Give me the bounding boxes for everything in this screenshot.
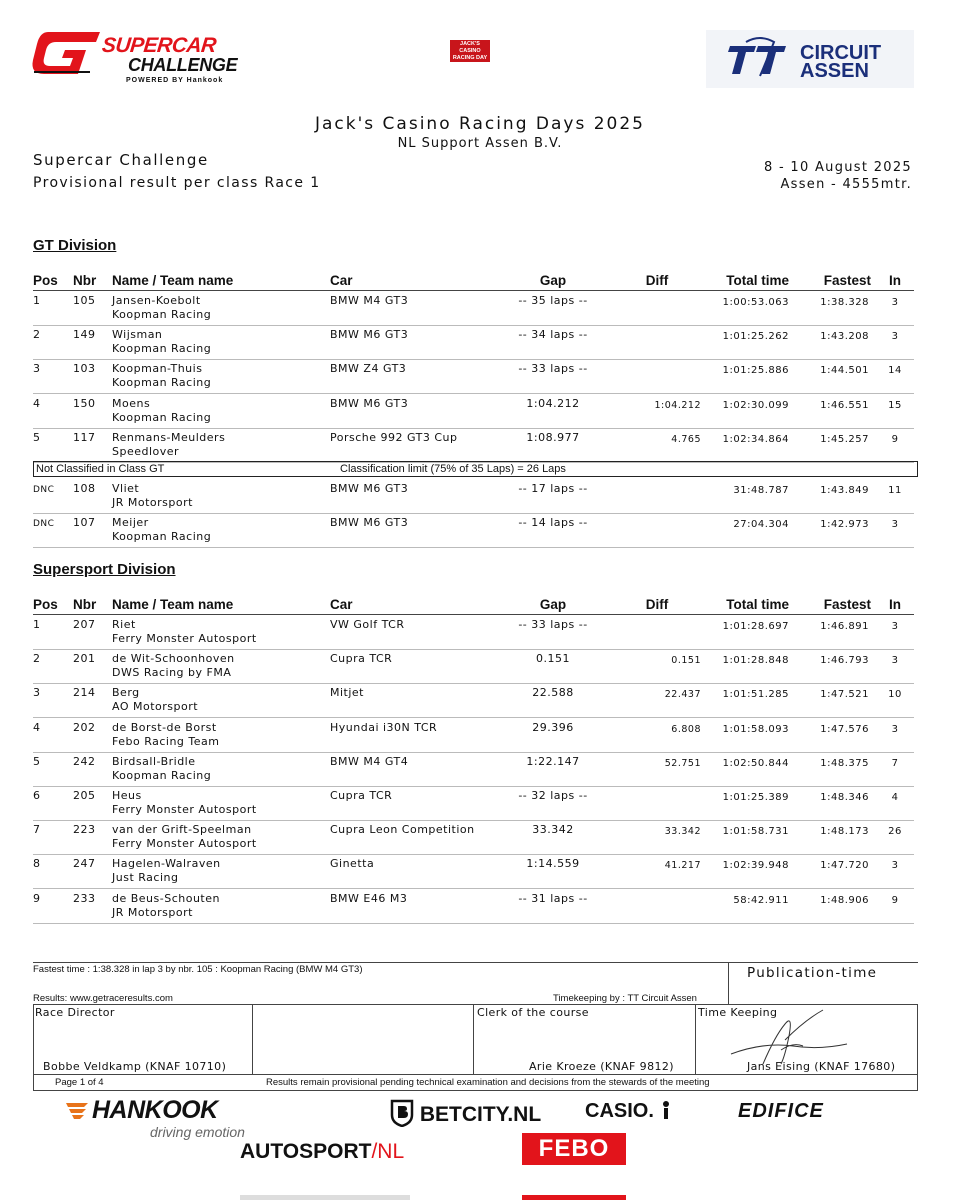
total-time-cell: 1:01:25.886 xyxy=(722,365,789,377)
nbr-cell: 247 xyxy=(73,857,96,871)
clerk-name: Arie Kroeze (KNAF 9812) xyxy=(529,1060,674,1073)
race-director-label: Race Director xyxy=(35,1006,115,1019)
event-title: Jack's Casino Racing Days 2025 xyxy=(315,114,645,134)
supersport-division-title: Supersport Division xyxy=(33,561,176,578)
signature-icon xyxy=(723,1006,853,1070)
gap-cell: 0.151 xyxy=(536,652,570,666)
diff-cell: 6.808 xyxy=(671,723,701,735)
powered-by-text: POWERED BY Hankook xyxy=(126,77,224,84)
total-time-cell: 1:01:25.262 xyxy=(722,331,789,343)
betcity-logo xyxy=(390,1099,541,1127)
timekeeping-by: Timekeeping by : TT Circuit Assen xyxy=(553,993,697,1004)
autosport-suffix: /NL xyxy=(371,1140,405,1163)
team-name-cell: Febo Racing Team xyxy=(112,734,220,748)
fastest-lap-cell: 1:46.551 xyxy=(820,399,869,411)
cut-off-sponsor-red xyxy=(522,1195,626,1200)
car-cell: BMW M6 GT3 xyxy=(330,396,409,410)
col-nbr: Nbr xyxy=(73,273,97,288)
diff-cell: 4.765 xyxy=(671,433,701,445)
table-row xyxy=(33,360,914,394)
col-fastest: Fastest xyxy=(823,597,871,612)
diff-cell: 22.437 xyxy=(664,689,701,701)
betcity-shield-icon xyxy=(390,1099,414,1127)
pos-cell: 4 xyxy=(33,720,41,734)
col-diff: Diff xyxy=(645,273,669,288)
racing-day-text: RACING DAY xyxy=(452,55,488,61)
gap-cell: 33.342 xyxy=(532,823,574,837)
gt-division-title: GT Division xyxy=(33,237,117,254)
team-name-cell: Koopman Racing xyxy=(112,768,212,782)
in-lap-cell: 14 xyxy=(888,365,902,377)
table-row xyxy=(33,753,914,787)
driver-name-cell: Berg xyxy=(112,686,140,700)
tt-mark-icon xyxy=(726,36,796,80)
fastest-lap-cell: 1:46.793 xyxy=(820,655,869,667)
team-name-cell: Koopman Racing xyxy=(112,308,212,321)
driver-name-cell: Koopman-Thuis xyxy=(112,362,203,376)
team-name-cell: Just Racing xyxy=(112,871,179,885)
col-gap: Gap xyxy=(539,597,567,612)
total-time-cell: 1:02:34.864 xyxy=(722,433,789,445)
in-lap-cell: 3 xyxy=(891,723,899,735)
car-cell: BMW Z4 GT3 xyxy=(330,362,407,376)
table-row xyxy=(33,684,914,718)
col-diff: Diff xyxy=(645,597,669,612)
table-row xyxy=(33,890,914,924)
table-row xyxy=(33,429,914,463)
results-url: Results: www.getraceresults.com xyxy=(33,993,173,1004)
driver-name-cell: Riet xyxy=(112,618,136,631)
team-name-cell: JR Motorsport xyxy=(112,905,193,919)
in-lap-cell: 9 xyxy=(891,894,899,906)
total-time-cell: 1:01:28.697 xyxy=(722,621,789,632)
driver-name-cell: de Wit-Schoonhoven xyxy=(112,652,235,666)
edifice-text: EDIFICE xyxy=(738,1100,824,1122)
fastest-lap-cell: 1:47.720 xyxy=(820,860,869,872)
nbr-cell: 149 xyxy=(73,328,96,342)
gap-cell: -- 32 laps -- xyxy=(518,789,588,802)
table-row xyxy=(33,395,914,429)
casio-logo xyxy=(585,1100,673,1123)
jacks-text: JACK'S xyxy=(460,41,480,47)
team-name-cell: Ferry Monster Autosport xyxy=(112,837,257,851)
pos-cell: 3 xyxy=(33,362,41,376)
pos-cell: 3 xyxy=(33,686,41,700)
team-name-cell: Koopman Racing xyxy=(112,530,212,544)
fastest-lap-cell: 1:44.501 xyxy=(820,365,869,377)
in-lap-cell: 26 xyxy=(888,826,902,838)
car-cell: Cupra TCR xyxy=(330,652,393,666)
gap-cell: -- 33 laps -- xyxy=(518,362,588,376)
jacks-casino-logo xyxy=(450,40,490,62)
table-row xyxy=(33,514,914,548)
gap-cell: -- 33 laps -- xyxy=(518,618,588,631)
assen-text: ASSEN xyxy=(800,60,869,82)
col-fastest: Fastest xyxy=(823,273,871,288)
fastest-lap-cell: 1:48.375 xyxy=(820,757,869,769)
diff-cell: 33.342 xyxy=(664,826,701,838)
in-lap-cell: 10 xyxy=(888,689,902,701)
car-cell: BMW M6 GT3 xyxy=(330,516,409,530)
table-row xyxy=(33,326,914,360)
col-name: Name / Team name xyxy=(112,273,234,288)
gap-cell: -- 17 laps -- xyxy=(518,482,588,495)
driver-name-cell: Hagelen-Walraven xyxy=(112,857,221,871)
car-cell: BMW M4 GT4 xyxy=(330,754,409,768)
gap-cell: -- 31 laps -- xyxy=(518,891,588,905)
car-cell: BMW E46 M3 xyxy=(330,891,408,905)
cut-off-sponsor xyxy=(240,1195,410,1200)
nbr-cell: 201 xyxy=(73,652,96,666)
pos-cell: 1 xyxy=(33,618,41,631)
total-time-cell: 1:01:25.389 xyxy=(722,792,789,803)
in-lap-cell: 3 xyxy=(891,331,899,343)
driver-name-cell: Birdsall-Bridle xyxy=(112,754,196,768)
car-cell: BMW M6 GT3 xyxy=(330,328,409,342)
supercar-text: SUPERCAR xyxy=(100,34,218,57)
in-lap-cell: 3 xyxy=(891,519,899,531)
gap-cell: 1:04.212 xyxy=(526,396,580,410)
gap-cell: 1:22.147 xyxy=(526,754,580,768)
betcity-text: BETCITY.NL xyxy=(419,1103,542,1126)
nbr-cell: 107 xyxy=(73,516,96,530)
diff-cell: 0.151 xyxy=(671,655,701,667)
col-pos: Pos xyxy=(33,597,58,612)
nbr-cell: 223 xyxy=(73,823,96,837)
table-row xyxy=(33,719,914,753)
casino-text: CASINO xyxy=(459,48,481,54)
team-name-cell: Speedlover xyxy=(112,444,180,458)
col-nbr: Nbr xyxy=(73,597,97,612)
fastest-lap-cell: 1:48.906 xyxy=(820,894,869,906)
pos-cell: 5 xyxy=(33,754,41,768)
nbr-cell: 117 xyxy=(73,430,96,444)
col-total: Total time xyxy=(726,597,789,612)
autosport-text: AUTOSPORT xyxy=(240,1140,372,1163)
diff-cell: 1:04.212 xyxy=(654,399,701,411)
col-total: Total time xyxy=(726,273,789,288)
nbr-cell: 207 xyxy=(73,618,96,631)
pos-cell: 8 xyxy=(33,857,41,871)
gap-cell: -- 14 laps -- xyxy=(518,516,588,530)
hankook-logo xyxy=(64,1096,218,1125)
total-time-cell: 27:04.304 xyxy=(733,519,789,531)
team-name-cell: DWS Racing by FMA xyxy=(112,666,232,680)
autosport-logo xyxy=(240,1140,404,1164)
venue-info: Assen - 4555mtr. xyxy=(780,177,912,192)
pos-cell: 9 xyxy=(33,891,41,905)
febo-logo: FEBO xyxy=(522,1133,626,1165)
tt-circuit-assen-logo xyxy=(706,30,914,88)
nbr-cell: 108 xyxy=(73,482,96,495)
classification-limit: Classification limit (75% of 35 Laps) = 26 Laps xyxy=(340,463,566,475)
total-time-cell: 1:02:50.844 xyxy=(722,757,789,769)
col-car: Car xyxy=(330,273,353,288)
gap-cell: 29.396 xyxy=(532,720,574,734)
gap-cell: -- 34 laps -- xyxy=(518,328,588,342)
nbr-cell: 233 xyxy=(73,891,96,905)
pos-cell: 5 xyxy=(33,430,41,444)
nbr-cell: 242 xyxy=(73,754,96,768)
table-row xyxy=(33,480,914,514)
nbr-cell: 202 xyxy=(73,720,96,734)
publication-time-label: Publication-time xyxy=(747,965,878,981)
not-classified-box xyxy=(33,461,918,477)
in-lap-cell: 3 xyxy=(891,655,899,667)
total-time-cell: 58:42.911 xyxy=(733,894,789,906)
col-in: In xyxy=(889,273,901,288)
in-lap-cell: 3 xyxy=(891,860,899,872)
total-time-cell: 1:00:53.063 xyxy=(722,297,789,308)
fastest-lap-cell: 1:47.576 xyxy=(820,723,869,735)
pos-cell: 4 xyxy=(33,396,41,410)
fastest-lap-cell: 1:42.973 xyxy=(820,519,869,531)
driver-name-cell: de Borst-de Borst xyxy=(112,720,217,734)
in-lap-cell: 9 xyxy=(891,433,899,445)
footer-block xyxy=(33,962,918,1091)
total-time-cell: 1:01:58.731 xyxy=(722,826,789,838)
diff-cell: 41.217 xyxy=(664,860,701,872)
page-number: Page 1 of 4 xyxy=(55,1077,104,1088)
clerk-label: Clerk of the course xyxy=(477,1006,589,1019)
nbr-cell: 214 xyxy=(73,686,96,700)
driver-name-cell: Jansen-Koebolt xyxy=(112,294,201,307)
gt-column-headers xyxy=(33,273,914,291)
time-keeping-name: Jans Eising (KNAF 17680) xyxy=(747,1060,896,1073)
provisional-disclaimer: Results remain provisional pending technical examination and decisions from the stewards of the meeting xyxy=(266,1077,710,1088)
col-car: Car xyxy=(330,597,353,612)
casio-crown-icon xyxy=(659,1100,673,1120)
in-lap-cell: 7 xyxy=(891,757,899,769)
document-title: Provisional result per class Race 1 xyxy=(33,175,321,191)
car-cell: Cupra Leon Competition xyxy=(330,823,475,837)
team-name-cell: Koopman Racing xyxy=(112,410,212,424)
driver-name-cell: Wijsman xyxy=(112,328,163,342)
table-row xyxy=(33,292,914,326)
fastest-lap-cell: 1:46.891 xyxy=(820,621,869,632)
team-name-cell: Koopman Racing xyxy=(112,342,212,356)
total-time-cell: 1:01:28.848 xyxy=(722,655,789,667)
car-cell: Cupra TCR xyxy=(330,789,393,802)
in-lap-cell: 11 xyxy=(888,485,902,496)
car-cell: Mitjet xyxy=(330,686,364,700)
col-in: In xyxy=(889,597,901,612)
pos-cell: 2 xyxy=(33,652,41,666)
team-name-cell: Ferry Monster Autosport xyxy=(112,632,257,645)
gap-cell: -- 35 laps -- xyxy=(518,294,588,307)
driver-name-cell: van der Grift-Speelman xyxy=(112,823,252,837)
supercar-challenge-g-icon xyxy=(30,28,102,76)
casio-text: CASIO. xyxy=(585,1100,654,1122)
race-director-name: Bobbe Veldkamp (KNAF 10710) xyxy=(43,1060,227,1073)
pos-cell: DNC xyxy=(33,485,55,495)
nbr-cell: 103 xyxy=(73,362,96,376)
col-gap: Gap xyxy=(539,273,567,288)
car-cell: Porsche 992 GT3 Cup xyxy=(330,430,458,444)
hankook-tagline: driving emotion xyxy=(150,1124,245,1140)
table-row xyxy=(33,650,914,684)
hankook-wing-icon xyxy=(64,1099,92,1121)
time-keeping-label: Time Keeping xyxy=(698,1006,778,1019)
team-name-cell: Koopman Racing xyxy=(112,376,212,390)
fastest-lap-cell: 1:43.208 xyxy=(820,331,869,343)
car-cell: BMW M6 GT3 xyxy=(330,482,409,495)
in-lap-cell: 3 xyxy=(891,621,899,632)
event-dates: 8 - 10 August 2025 xyxy=(763,160,912,175)
table-row xyxy=(33,616,914,650)
circuit-text: CIRCUIT xyxy=(800,42,882,64)
pos-cell: DNC xyxy=(33,519,55,530)
col-pos: Pos xyxy=(33,273,58,288)
total-time-cell: 1:02:39.948 xyxy=(722,860,789,872)
pos-cell: 7 xyxy=(33,823,41,837)
col-name: Name / Team name xyxy=(112,597,234,612)
car-cell: BMW M4 GT3 xyxy=(330,294,409,307)
total-time-cell: 1:01:58.093 xyxy=(722,723,789,735)
nbr-cell: 205 xyxy=(73,789,96,802)
series-name: Supercar Challenge xyxy=(33,151,209,169)
gap-cell: 22.588 xyxy=(532,686,574,700)
pos-cell: 1 xyxy=(33,294,41,307)
diff-cell: 52.751 xyxy=(664,757,701,769)
driver-name-cell: Vliet xyxy=(112,482,140,495)
fastest-lap-cell: 1:47.521 xyxy=(820,689,869,701)
table-row xyxy=(33,821,914,855)
driver-name-cell: Renmans-Meulders xyxy=(112,430,226,444)
total-time-cell: 1:02:30.099 xyxy=(722,399,789,411)
in-lap-cell: 15 xyxy=(888,399,902,411)
organizer: NL Support Assen B.V. xyxy=(397,136,563,151)
challenge-text: CHALLENGE xyxy=(128,55,238,75)
driver-name-cell: Meijer xyxy=(112,516,149,530)
pos-cell: 2 xyxy=(33,328,41,342)
driver-name-cell: Moens xyxy=(112,396,151,410)
team-name-cell: Ferry Monster Autosport xyxy=(112,803,257,816)
not-classified-label: Not Classified in Class GT xyxy=(36,463,165,475)
gap-cell: 1:08.977 xyxy=(526,430,580,444)
gap-cell: 1:14.559 xyxy=(526,857,580,871)
in-lap-cell: 3 xyxy=(891,297,899,308)
car-cell: Hyundai i30N TCR xyxy=(330,720,438,734)
team-name-cell: JR Motorsport xyxy=(112,496,193,509)
hankook-text: HANKOOK xyxy=(92,1096,218,1124)
pos-cell: 6 xyxy=(33,789,41,802)
fastest-time-note: Fastest time : 1:38.328 in lap 3 by nbr. 105 : Koopman Racing (BMW M4 GT3) xyxy=(33,964,363,975)
table-row xyxy=(33,787,914,821)
total-time-cell: 1:01:51.285 xyxy=(722,689,789,701)
driver-name-cell: Heus xyxy=(112,789,142,802)
fastest-lap-cell: 1:48.346 xyxy=(820,792,869,803)
supersport-column-headers xyxy=(33,597,914,615)
total-time-cell: 31:48.787 xyxy=(733,485,789,496)
fastest-lap-cell: 1:38.328 xyxy=(820,297,869,308)
nbr-cell: 105 xyxy=(73,294,96,307)
driver-name-cell: de Beus-Schouten xyxy=(112,891,220,905)
table-row xyxy=(33,855,914,889)
edifice-logo xyxy=(738,1100,824,1123)
fastest-lap-cell: 1:45.257 xyxy=(820,433,869,445)
fastest-lap-cell: 1:48.173 xyxy=(820,826,869,838)
in-lap-cell: 4 xyxy=(891,792,899,803)
team-name-cell: AO Motorsport xyxy=(112,700,199,714)
car-cell: Ginetta xyxy=(330,857,375,871)
nbr-cell: 150 xyxy=(73,396,96,410)
supercar-challenge-logo xyxy=(30,24,250,82)
fastest-lap-cell: 1:43.849 xyxy=(820,485,869,496)
car-cell: VW Golf TCR xyxy=(330,618,405,631)
